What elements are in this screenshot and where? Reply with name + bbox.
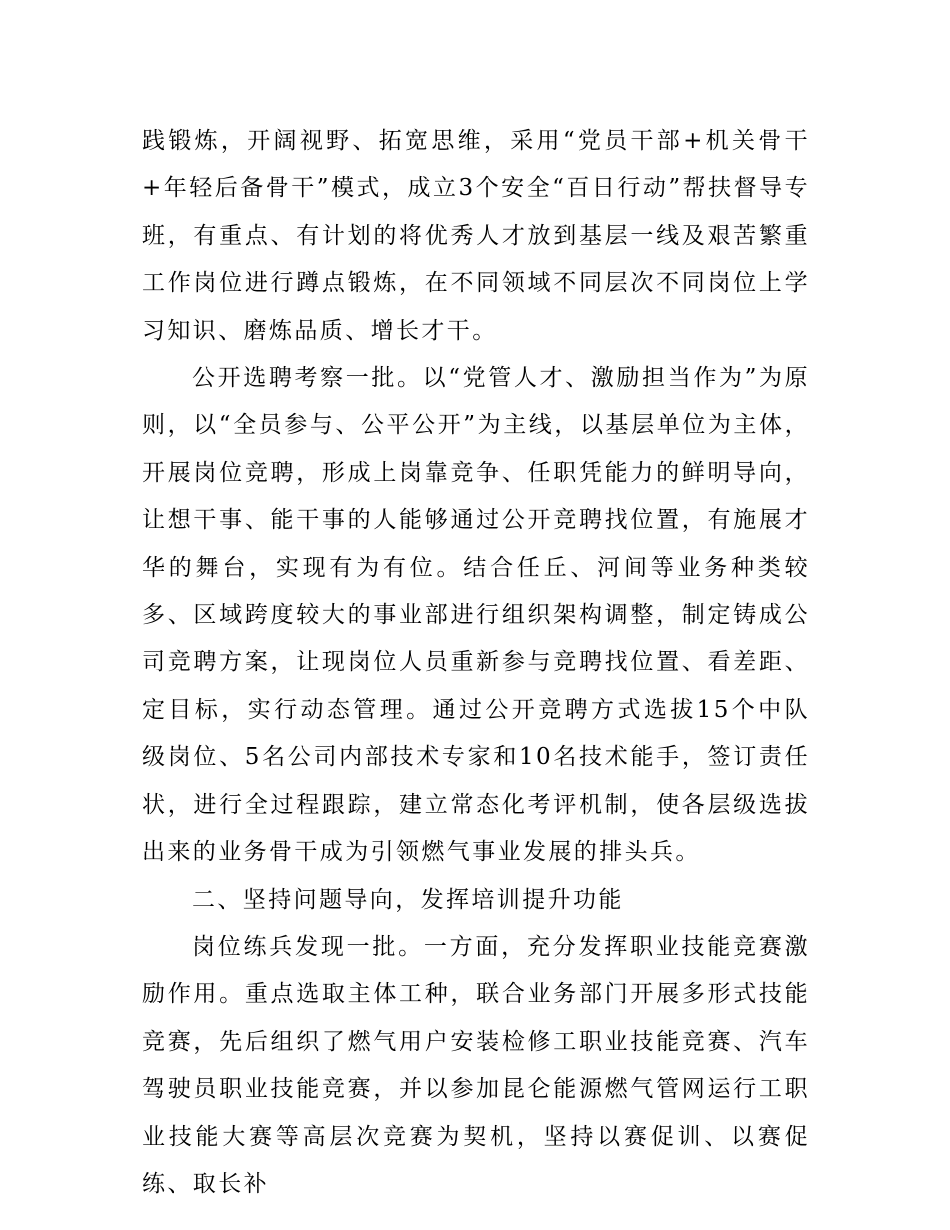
paragraph-job-training: 岗位练兵发现一批。一方面，充分发挥职业技能竞赛激励作用。重点选取主体工种，联合业务部门开展多形式技能竞赛，先后组织了燃气用户安装检修工职业技能竞赛、汽车驾驶员职业技能竞赛，并以参加昆仑能源燃气管网运行工职业技能大赛等高层次竞赛为契机，坚持以赛促训、以赛促练、取长补 <box>142 933 810 1197</box>
section-heading-training: 二、坚持问题导向，发挥培训提升功能 <box>192 886 624 913</box>
paragraph-open-selection: 公开选聘考察一批。以“党管人才、激励担当作为”为原则，以“全员参与、公平公开”为主线，以基层单位为主体，开展岗位竞聘，形成上岗靠竞争、任职凭能力的鲜明导向，让想干事、能干事的人能够通过公开竞聘找位置，有施展才华的舞台，实现有为有位。结合任丘、河间等业务种类较多、区域跨度较大的事业部进行组织架构调整，制定铸成公司竞聘方案，让现岗位人员重新参与竞聘找位置、看差距、定目标，实行动态管理。通过公开竞聘方式选拔15个中队级岗位、5名公司内部技术专家和10名技术能手，签订责任状，进行全过程跟踪，建立常态化考评机制，使各层级选拔出来的业务骨干成为引领燃气事业发展的排头兵。 <box>142 365 810 866</box>
paragraph-continued-practice: 践锻炼，开阔视野、拓宽思维，采用“党员干部+机关骨干+年轻后备骨干”模式，成立3个安全“百日行动”帮扶督导专班，有重点、有计划的将优秀人才放到基层一线及艰苦繁重工作岗位进行蹲点锻炼，在不同领域不同层次不同岗位上学习知识、磨炼品质、增长才干。 <box>142 128 810 344</box>
document-body <box>142 118 810 1208</box>
